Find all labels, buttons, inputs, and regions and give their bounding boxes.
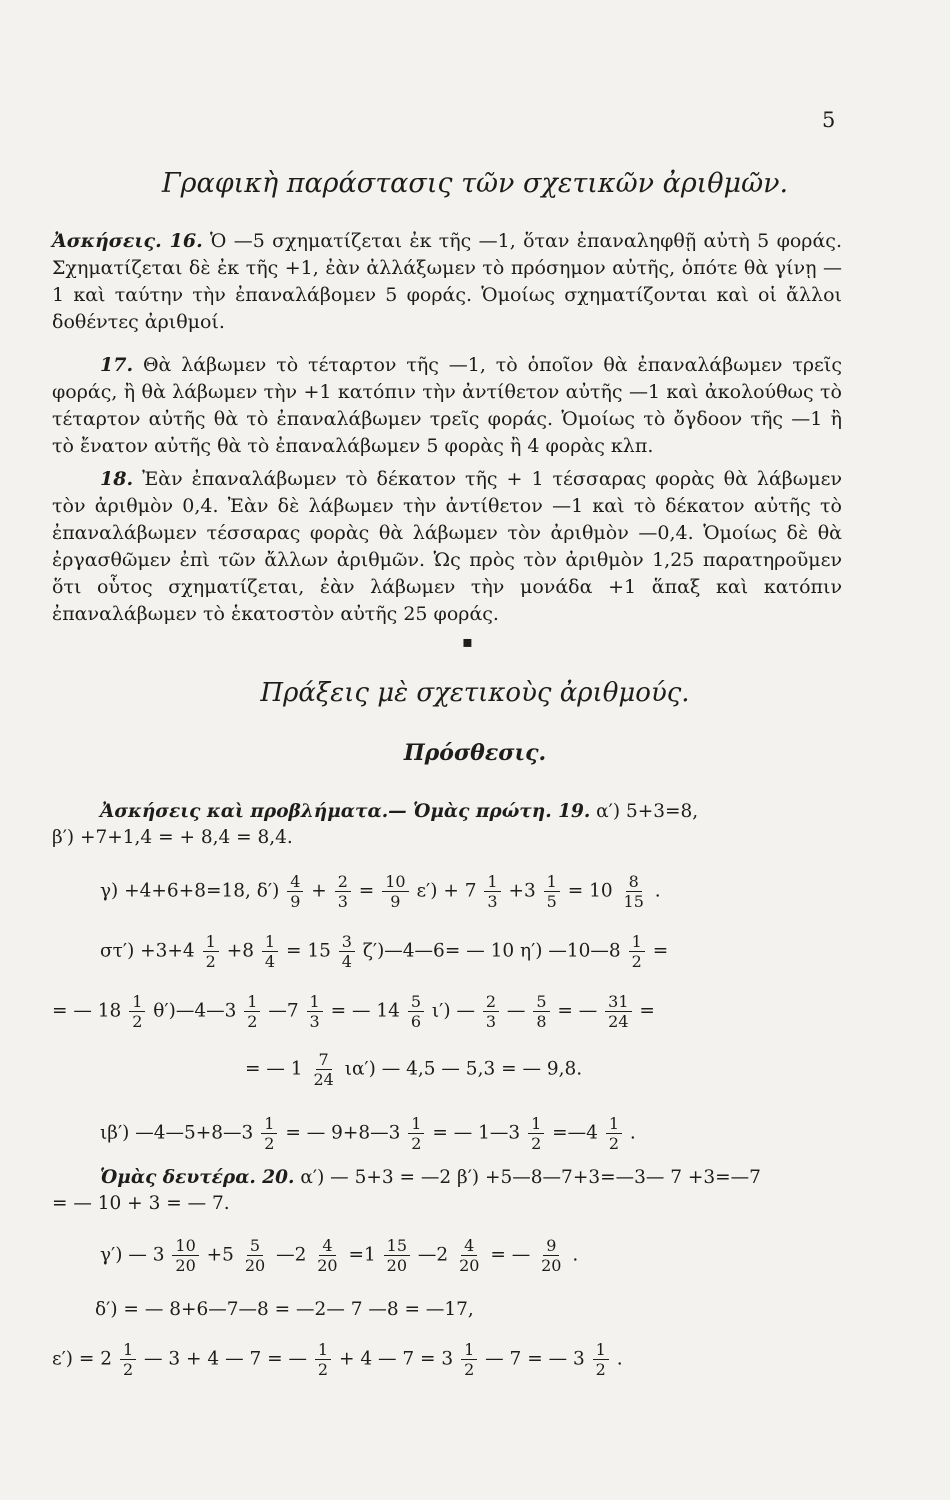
line-19-b: β′) +7+1,4 = + 8,4 = 8,4. [52,827,293,848]
fraction: $\frac{1}{5}$ [544,872,560,911]
text-run: . [654,880,661,902]
exercise-17-label: 17. [100,354,134,376]
text-run: +8 [226,940,254,962]
fraction: $\frac{1}{2}$ [629,932,645,971]
text-run: +3 [508,880,536,902]
fraction: $\frac{1}{2}$ [408,1114,424,1153]
exercise-18 [52,466,842,628]
text-run: ι′) — [431,1000,475,1022]
text-run: = 15 [285,940,331,962]
fraction: $\frac{5}{8}$ [533,992,549,1031]
line-19-ia [245,1050,582,1089]
section-title-operations: Πράξεις μὲ σχετικοὺς ἀριθμούς. [260,678,690,708]
text-run: = — 1 [245,1058,303,1080]
line-20-epsilon [52,1340,623,1379]
exercise-17-text: Θὰ λάβωμεν τὸ τέταρτον τῆς —1, τὸ ὁποῖον θὰ ἐπαναλάβωμεν τρεῖς φοράς, ἢ θὰ λάβωμεν τὴν +1 κατόπιν τὴν ἀντίθετον αὐτῆς —1 καὶ ἀκολούθως τὸ τέταρτον αὐτῆς θὰ τὸ ἐπαναλάβωμεν τρεῖς φοράς. Ὁμοίως τὸ ὄγδοον τῆς —1 ἢ τὸ ἔνατον αὐτῆς θὰ τὸ ἐπαναλάβωμεν 5 φορὰς ἢ 4 φορὰς κλπ. [52,354,842,457]
fraction: $\frac{1}{2}$ [315,1340,331,1379]
text-run: ιβ′) —4—5+8—3 [100,1122,254,1144]
fraction: $\frac{1}{2}$ [528,1114,544,1153]
fraction: $\frac{31}{24}$ [605,992,631,1031]
fraction: $\frac{10}{9}$ [382,872,408,911]
exercise-16-label: Ἀσκήσεις. 16. [52,230,203,252]
fraction: $\frac{5}{20}$ [244,1236,266,1275]
line-20-a [100,1166,761,1190]
fraction: $\frac{1}{2}$ [120,1340,136,1379]
text-run: = [639,1000,655,1022]
page-number: 5 [822,108,836,132]
ornament-dot: ▪ [462,632,473,651]
text-run: —7 [268,1000,299,1022]
fraction: $\frac{1}{2}$ [203,932,219,971]
fraction: $\frac{5}{6}$ [408,992,424,1031]
text-run: = [358,880,375,902]
text-run: +5 [206,1244,234,1266]
text-run: —2 [276,1244,307,1266]
text-run: + [311,880,327,902]
fraction: $\frac{9}{20}$ [541,1236,562,1275]
text-run: ε′) + 7 [416,880,477,902]
text-run: θ′)—4—3 [153,1000,237,1022]
text-run: —2 [417,1244,449,1266]
fraction: $\frac{1}{2}$ [129,992,145,1031]
text-run: = — 18 [52,1000,122,1022]
fraction: $\frac{2}{3}$ [335,872,351,911]
text-run: =1 [348,1244,376,1266]
text-run: ε′) = 2 [52,1348,113,1370]
text-run: = — [490,1244,531,1266]
fraction: $\frac{4}{20}$ [459,1236,480,1275]
line-20-a-cont: = — 10 + 3 = — 7. [52,1193,230,1214]
exercise-16 [52,228,842,336]
fraction: $\frac{8}{15}$ [623,872,644,911]
text-run: ζ′)—4—6= — 10 η′) —10—8 [362,940,621,962]
fraction: $\frac{4}{9}$ [287,872,303,911]
fraction: $\frac{1}{2}$ [606,1114,622,1153]
line-19-st [100,932,668,971]
subsection-title-addition: Πρόσθεσις. [403,740,547,766]
line-19-theta [52,992,655,1031]
text-run: . [629,1122,636,1144]
text-run: = — 14 [330,1000,400,1022]
fraction: $\frac{7}{24}$ [313,1050,334,1089]
line-20-gamma [100,1236,578,1275]
group-1-label: Ἀσκήσεις καὶ προβλήματα.— Ὁμὰς πρώτη. 19. [100,801,591,822]
fraction: $\frac{1}{2}$ [593,1340,609,1379]
section-title-graphical: Γραφικὴ παράστασις τῶν σχετικῶν ἀριθμῶν. [161,168,789,199]
fraction: $\frac{3}{4}$ [339,932,355,971]
text-run: = — 9+8—3 [285,1122,401,1144]
fraction: $\frac{1}{2}$ [244,992,260,1031]
exercise-18-label: 18. [100,468,134,490]
fraction: $\frac{10}{20}$ [172,1236,198,1275]
text-run: — 7 = — 3 [485,1348,585,1370]
fraction: $\frac{1}{4}$ [262,932,278,971]
fraction: $\frac{1}{2}$ [461,1340,477,1379]
fraction: $\frac{1}{2}$ [261,1114,277,1153]
text-run: γ) +4+6+8=18, δ′) [100,880,280,902]
fraction: $\frac{1}{3}$ [484,872,500,911]
text-run: . [616,1348,623,1370]
text-run: . [572,1244,579,1266]
text-run: = — 1—3 [432,1122,521,1144]
fraction: $\frac{2}{3}$ [483,992,499,1031]
line-19-intro [100,800,698,824]
exercise-16-text: Ὁ —5 σχηματίζεται ἐκ τῆς —1, ὅταν ἐπαναληφθῇ αὐτὴ 5 φοράς. Σχηματίζεται δὲ ἐκ τῆς +1, ἐὰν ἀλλάξωμεν τὸ πρόσημον αὐτῆς, ὁπότε θὰ γίνῃ —1 καὶ ταύτην τὴν ἐπαναλάβομεν 5 φοράς. Ὁμοίως σχηματίζονται καὶ οἱ ἄλλοι δοθέντες ἀριθμοί. [52,230,842,333]
line-20-delta: δ′) = — 8+6—7—8 = —2— 7 —8 = —17, [95,1299,474,1320]
fraction: $\frac{15}{20}$ [384,1236,410,1275]
group-2-label: Ὁμὰς δευτέρα. 20. [100,1167,295,1188]
line-19-a: α′) 5+3=8, [596,801,699,822]
fraction: $\frac{4}{20}$ [317,1236,338,1275]
text-run: ια′) — 4,5 — 5,3 = — 9,8. [344,1058,583,1080]
line-20-a-text: α′) — 5+3 = —2 β′) +5—8—7+3=—3— 7 +3=—7 [300,1167,761,1188]
exercise-17 [52,352,842,460]
text-run: — [506,1000,526,1022]
fraction: $\frac{1}{3}$ [307,992,323,1031]
text-run: =—4 [552,1122,598,1144]
line-19-ib [100,1114,636,1153]
text-run: = — [557,1000,598,1022]
line-19-gamma [100,872,661,911]
text-run: γ′) — 3 [100,1244,165,1266]
text-run: = [652,940,669,962]
exercise-18-text: Ἐὰν ἐπαναλάβωμεν τὸ δέκατον τῆς + 1 τέσσαρας φορὰς θὰ λάβωμεν τὸν ἀριθμὸν 0,4. Ἐὰν δὲ λάβωμεν τὴν ἀντίθετον —1 καὶ τὸ δέκατον αὐτῆς τὸ ἐπαναλάβωμεν τέσσαρας φορὰς θὰ λάβωμεν τὸν ἀριθμὸν —0,4. Ὁμοίως δὲ θὰ ἐργασθῶμεν ἐπὶ τῶν ἄλλων ἀριθμῶν. Ὡς πρὸς τὸν ἀριθμὸν 1,25 παρατηροῦμεν ὅτι οὗτος σχηματίζεται, ἐὰν λάβωμεν τὴν μονάδα +1 ἅπαξ καὶ κατόπιν ἐπαναλάβωμεν τὸ ἑκατοστὸν αὐτῆς 25 φοράς. [52,468,843,625]
text-run: — 3 + 4 — 7 = — [144,1348,307,1370]
text-run: + 4 — 7 = 3 [338,1348,454,1370]
text-run: στ′) +3+4 [100,940,195,962]
text-run: = 10 [567,880,613,902]
